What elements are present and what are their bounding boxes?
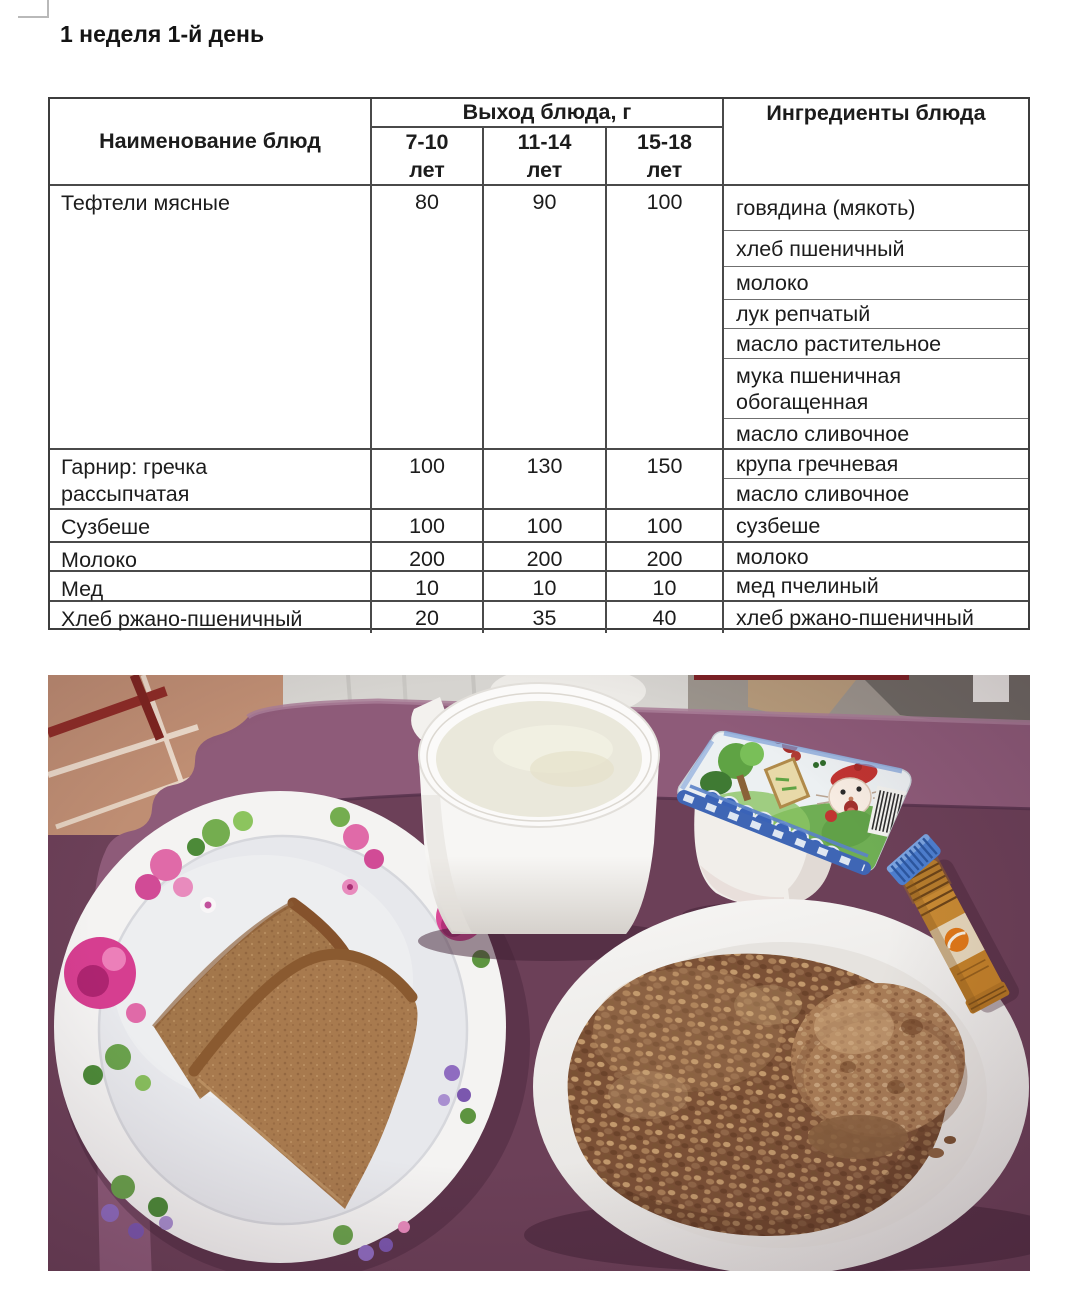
meal-photo-canvas [48,675,1030,1271]
dish-value: 200 [484,543,607,572]
meal-photo [48,675,1030,1271]
ingredient-cell: крупа гречневая [724,450,1028,479]
dish-value: 100 [372,450,484,510]
ingredient-cell: масло сливочное [724,419,1028,450]
col-header-age-15-18: 15-18 лет [607,128,724,186]
dish-value: 150 [607,450,724,510]
dish-value: 35 [484,602,607,633]
ingredient-cell: молоко [724,267,1028,300]
ingredient-cell: масло сливочное [724,479,1028,510]
dish-value: 10 [484,572,607,602]
dish-value: 40 [607,602,724,633]
menu-table [48,97,1030,630]
dish-value: 100 [607,186,724,450]
dish-value: 100 [372,510,484,543]
dish-name: Мед [50,572,372,602]
dish-name: Тефтели мясные [50,186,372,450]
dish-name: Молоко [50,543,372,572]
dish-value: 80 [372,186,484,450]
col-header-output: Выход блюда, г [372,99,724,128]
ingredient-cell: говядина (мякоть) [724,186,1028,231]
ingredient-cell: хлеб ржано-пшеничный [736,605,974,630]
ingredient-cell: молоко [724,543,1028,572]
dish-value: 20 [372,602,484,633]
dish-value: 200 [372,543,484,572]
dish-value: 10 [372,572,484,602]
ingredient-cell: масло растительное [724,329,1028,359]
ingredient-cell: мед пчелиный [724,572,1028,602]
col-header-age-11-14: 11-14 лет [484,128,607,186]
dish-value: 100 [484,510,607,543]
dish-value: 200 [607,543,724,572]
dish-name: Хлеб ржано-пшеничный [50,602,372,633]
ingredient-cell: сузбеше [724,510,1028,543]
col-header-ingredients: Ингредиенты блюда [724,99,1028,186]
dish-name: Гарнир: гречка рассыпчатая [50,450,372,510]
ingredient-cell: лук репчатый [724,300,1028,329]
col-header-dish-name: Наименование блюд [50,99,372,186]
page-title: 1 неделя 1-й день [60,21,265,47]
page-corner-artifact [18,0,49,18]
dish-value: 100 [607,510,724,543]
ingredient-cell: мука пшеничная обогащенная [724,359,1028,419]
col-header-age-7-10: 7-10 лет [372,128,484,186]
photo-vignette [48,675,1030,1271]
dish-value: 130 [484,450,607,510]
dish-name: Сузбеше [50,510,372,543]
dish-value: 90 [484,186,607,450]
ingredient-cell: хлеб пшеничный [724,231,1028,267]
dish-value: 10 [607,572,724,602]
